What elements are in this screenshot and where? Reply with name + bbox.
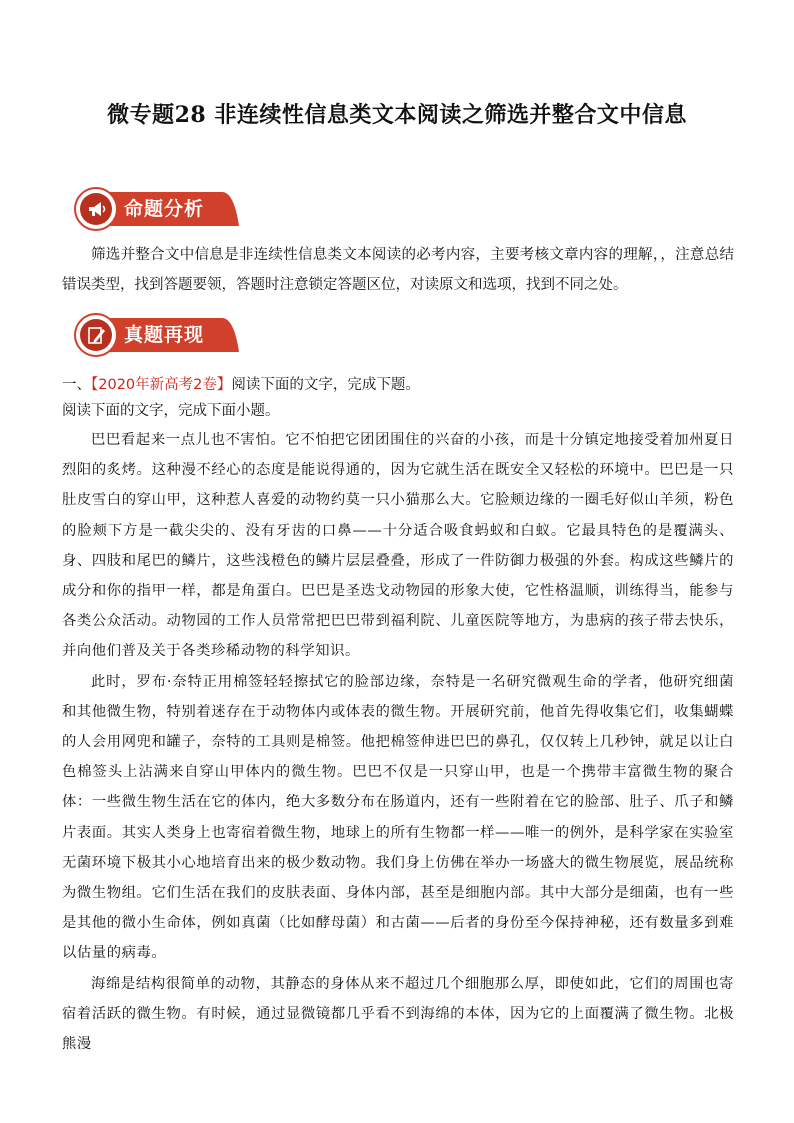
section-header-analysis bbox=[74, 186, 239, 232]
question-number: 一、 bbox=[62, 377, 91, 393]
section-header-label: 命题分析 bbox=[124, 198, 205, 220]
passage-paragraph: 巴巴看起来一点儿也不害怕。它不怕把它团团围住的兴奋的小孩，而是十分镇定地接受着加州夏日烈阳的炙烤。这种漫不经心的态度是能说得通的，因为它就生活在既安全又轻松的环境中。巴巴是一只肚皮雪白的穿山甲，这种惹人喜爱的动物约莫一只小猫那么大。它脸颊边缘的一圈毛好似山羊须，粉色的脸颊下方是一截尖尖的、没有牙齿的口鼻——十分适合吸食蚂蚁和白蚁。它最具特色的是覆满头、身、四肢和尾巴的鳞片，这些浅橙色的鳞片层层叠叠，形成了一件防御力极强的外套。构成这些鳞片的成分和你的指甲一样，都是角蛋白。巴巴是圣迭戈动物园的形象大使，它性格温顺，训练得当，能参与各类公众活动。动物园的工作人员常常把巴巴带到福利院、儿童医院等地方，为患病的孩子带去快乐，并向他们普及关于各类珍稀动物的科学知识。 bbox=[62, 432, 734, 660]
horn-icon bbox=[82, 195, 110, 223]
passage-paragraph: 此时，罗布·奈特正用棉签轻轻擦拭它的脸部边缘，奈特是一名研究微观生命的学者，他研究细菌和其他微生物，特别着迷存在于动物体内或体表的微生物。开展研究前，他首先得收集它们，收集蝴蝶的人会用网兜和罐子，奈特的工具则是棉签。他把棉签伸进巴巴的鼻孔，仅仅转上几秒钟，就足以让白色棉签头上沾满来自穿山甲体内的微生物。巴巴不仅是一只穿山甲，也是一个携带丰富微生物的聚合体：一些微生物生活在它的体内，绝大多数分布在肠道内，还有一些附着在它的脸部、肚子、爪子和鳞片表面。其实人类身上也寄宿着微生物，地球上的所有生物都一样——唯一的例外，是科学家在实验室无菌环境下极其小心地培育出来的极少数动物。我们身上仿佛在举办一场盛大的微生物展览，展品统称为微生物组。它们生活在我们的皮肤表面、身体内部，甚至是细胞内部。其中大部分是细菌，也有一些是其他的微小生命体，例如真菌（比如酵母菌）和古菌——后者的身份至今保持神秘，还有数量多到难以估量的病毒。 bbox=[62, 673, 734, 962]
question-line bbox=[62, 372, 420, 398]
analysis-paragraph: 筛选并整合文中信息是非连续性信息类文本阅读的必考内容，主要考核文章内容的理解，，注意总结错误类型，找到答题要领，答题时注意锁定答题区位，对读原文和选项，找到不同之处。 bbox=[62, 247, 734, 293]
reading-passage bbox=[62, 425, 734, 1059]
pen-icon bbox=[82, 321, 110, 349]
question-instruction: 阅读下面的文字，完成下面小题。 bbox=[62, 403, 280, 419]
source-tag: 【2020年新高考2卷】 bbox=[91, 377, 232, 393]
page-title: 微专题28 非连续性信息类文本阅读之筛选并整合文中信息 bbox=[107, 102, 687, 128]
section-header-exam bbox=[74, 312, 239, 358]
section-header-label: 真题再现 bbox=[124, 324, 205, 346]
passage-paragraph: 海绵是结构很简单的动物，其静态的身体从来不超过几个细胞那么厚，即使如此，它们的周围也寄宿着活跃的微生物。有时候，通过显微镜都几乎看不到海绵的本体，因为它的上面覆满了微生物。北极熊漫 bbox=[62, 975, 734, 1053]
question-prompt: 阅读下面的文字，完成下题。 bbox=[231, 377, 420, 393]
